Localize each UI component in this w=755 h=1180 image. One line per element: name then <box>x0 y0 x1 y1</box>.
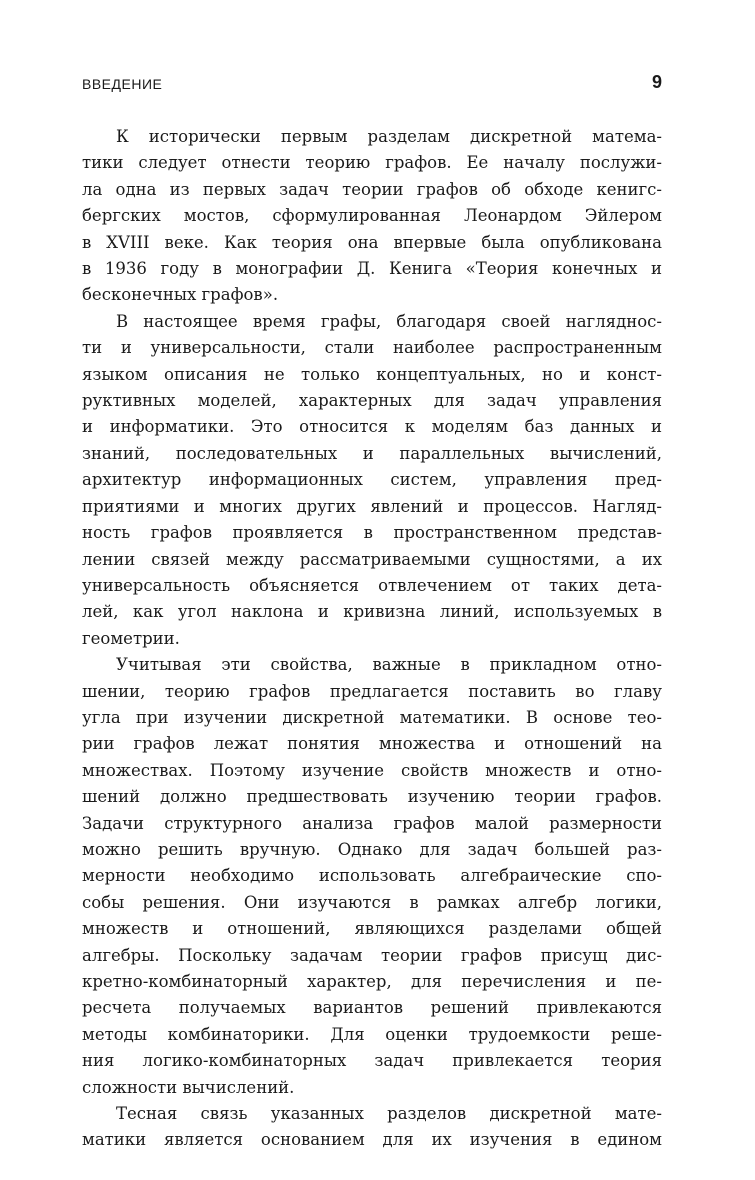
text-line: лении связей между рассматриваемыми сущностями, а их <box>82 549 662 569</box>
text-line: приятиями и многих других явлений и процессов. Нагляд- <box>82 496 662 516</box>
text-line: геометрии. <box>82 628 180 648</box>
text-line: ния логико-комбинаторных задач привлекается теория <box>82 1051 662 1071</box>
text-line: языком описания не только концептуальных, но и конст- <box>82 364 662 384</box>
text-line: Задачи структурного анализа графов малой размерности <box>82 813 662 833</box>
running-head <box>82 68 662 98</box>
text-line: тики следует отнести теорию графов. Ее началу послужи- <box>82 153 662 173</box>
page-number: 9 <box>651 72 662 92</box>
paragraph <box>82 652 662 1101</box>
text-line: В настоящее время графы, благодаря своей нагляднос- <box>116 311 662 331</box>
text-line: знаний, последовательных и параллельных вычислений, <box>82 443 662 463</box>
running-title: ВВЕДЕНИЕ <box>82 76 163 92</box>
text-line: Учитывая эти свойства, важные в прикладном отно- <box>116 655 662 675</box>
text-line: сложности вычислений. <box>82 1077 295 1097</box>
paragraph <box>82 309 662 652</box>
text-line: множествах. Поэтому изучение свойств множеств и отно- <box>82 760 662 780</box>
text-line: в XVIII веке. Как теория она впервые была опубликована <box>82 232 662 252</box>
text-line: можно решить вручную. Однако для задач большей раз- <box>82 839 662 859</box>
text-line: шений должно предшествовать изучению теории графов. <box>82 787 662 807</box>
text-line: мерности необходимо использовать алгебраические спо- <box>82 866 662 886</box>
text-line: ла одна из первых задач теории графов об обходе кенигс- <box>82 179 662 199</box>
text-line: Тесная связь указанных разделов дискретной мате- <box>116 1104 662 1124</box>
text-line: алгебры. Поскольку задачам теории графов присущ дис- <box>82 945 662 965</box>
text-line: К исторически первым разделам дискретной матема- <box>116 127 662 146</box>
text-line: лей, как угол наклона и кривизна линий, используемых в <box>82 602 662 622</box>
text-line: кретно-комбинаторный характер, для перечисления и пе- <box>82 972 662 991</box>
text-line: бесконечных графов». <box>82 285 279 305</box>
text-line: методы комбинаторики. Для оценки трудоемкости реше- <box>82 1024 662 1044</box>
text-line: множеств и отношений, являющихся разделами общей <box>82 919 662 939</box>
paragraph <box>82 124 662 309</box>
text-line: собы решения. Они изучаются в рамках алгебр логики, <box>82 892 662 912</box>
text-line: шении, теорию графов предлагается поставить во главу <box>82 681 662 701</box>
text-line: руктивных моделей, характерных для задач управления <box>82 391 662 411</box>
text-line: в 1936 году в монографии Д. Кенига «Теория конечных и <box>82 259 662 279</box>
text-line: матики является основанием для их изучения в едином <box>82 1130 662 1150</box>
text-line: рии графов лежат понятия множества и отношений на <box>82 734 662 754</box>
text-line: ность графов проявляется в пространственном представ- <box>82 523 662 543</box>
text-line: ти и универсальности, стали наиболее распространенным <box>82 338 662 358</box>
text-line: универсальность объясняется отвлечением от таких дета- <box>82 575 662 595</box>
text-line: архитектур информационных систем, управления пред- <box>82 470 662 490</box>
text-line: и информатики. Это относится к моделям баз данных и <box>82 417 662 437</box>
text-line: ресчета получаемых вариантов решений привлекаются <box>82 998 662 1018</box>
paragraph <box>82 1101 662 1154</box>
body-text <box>82 124 662 1154</box>
text-line: бергских мостов, сформулированная Леонардом Эйлером <box>82 206 662 226</box>
book-page <box>82 68 662 1154</box>
text-line: угла при изучении дискретной математики. В основе тео- <box>82 707 662 727</box>
